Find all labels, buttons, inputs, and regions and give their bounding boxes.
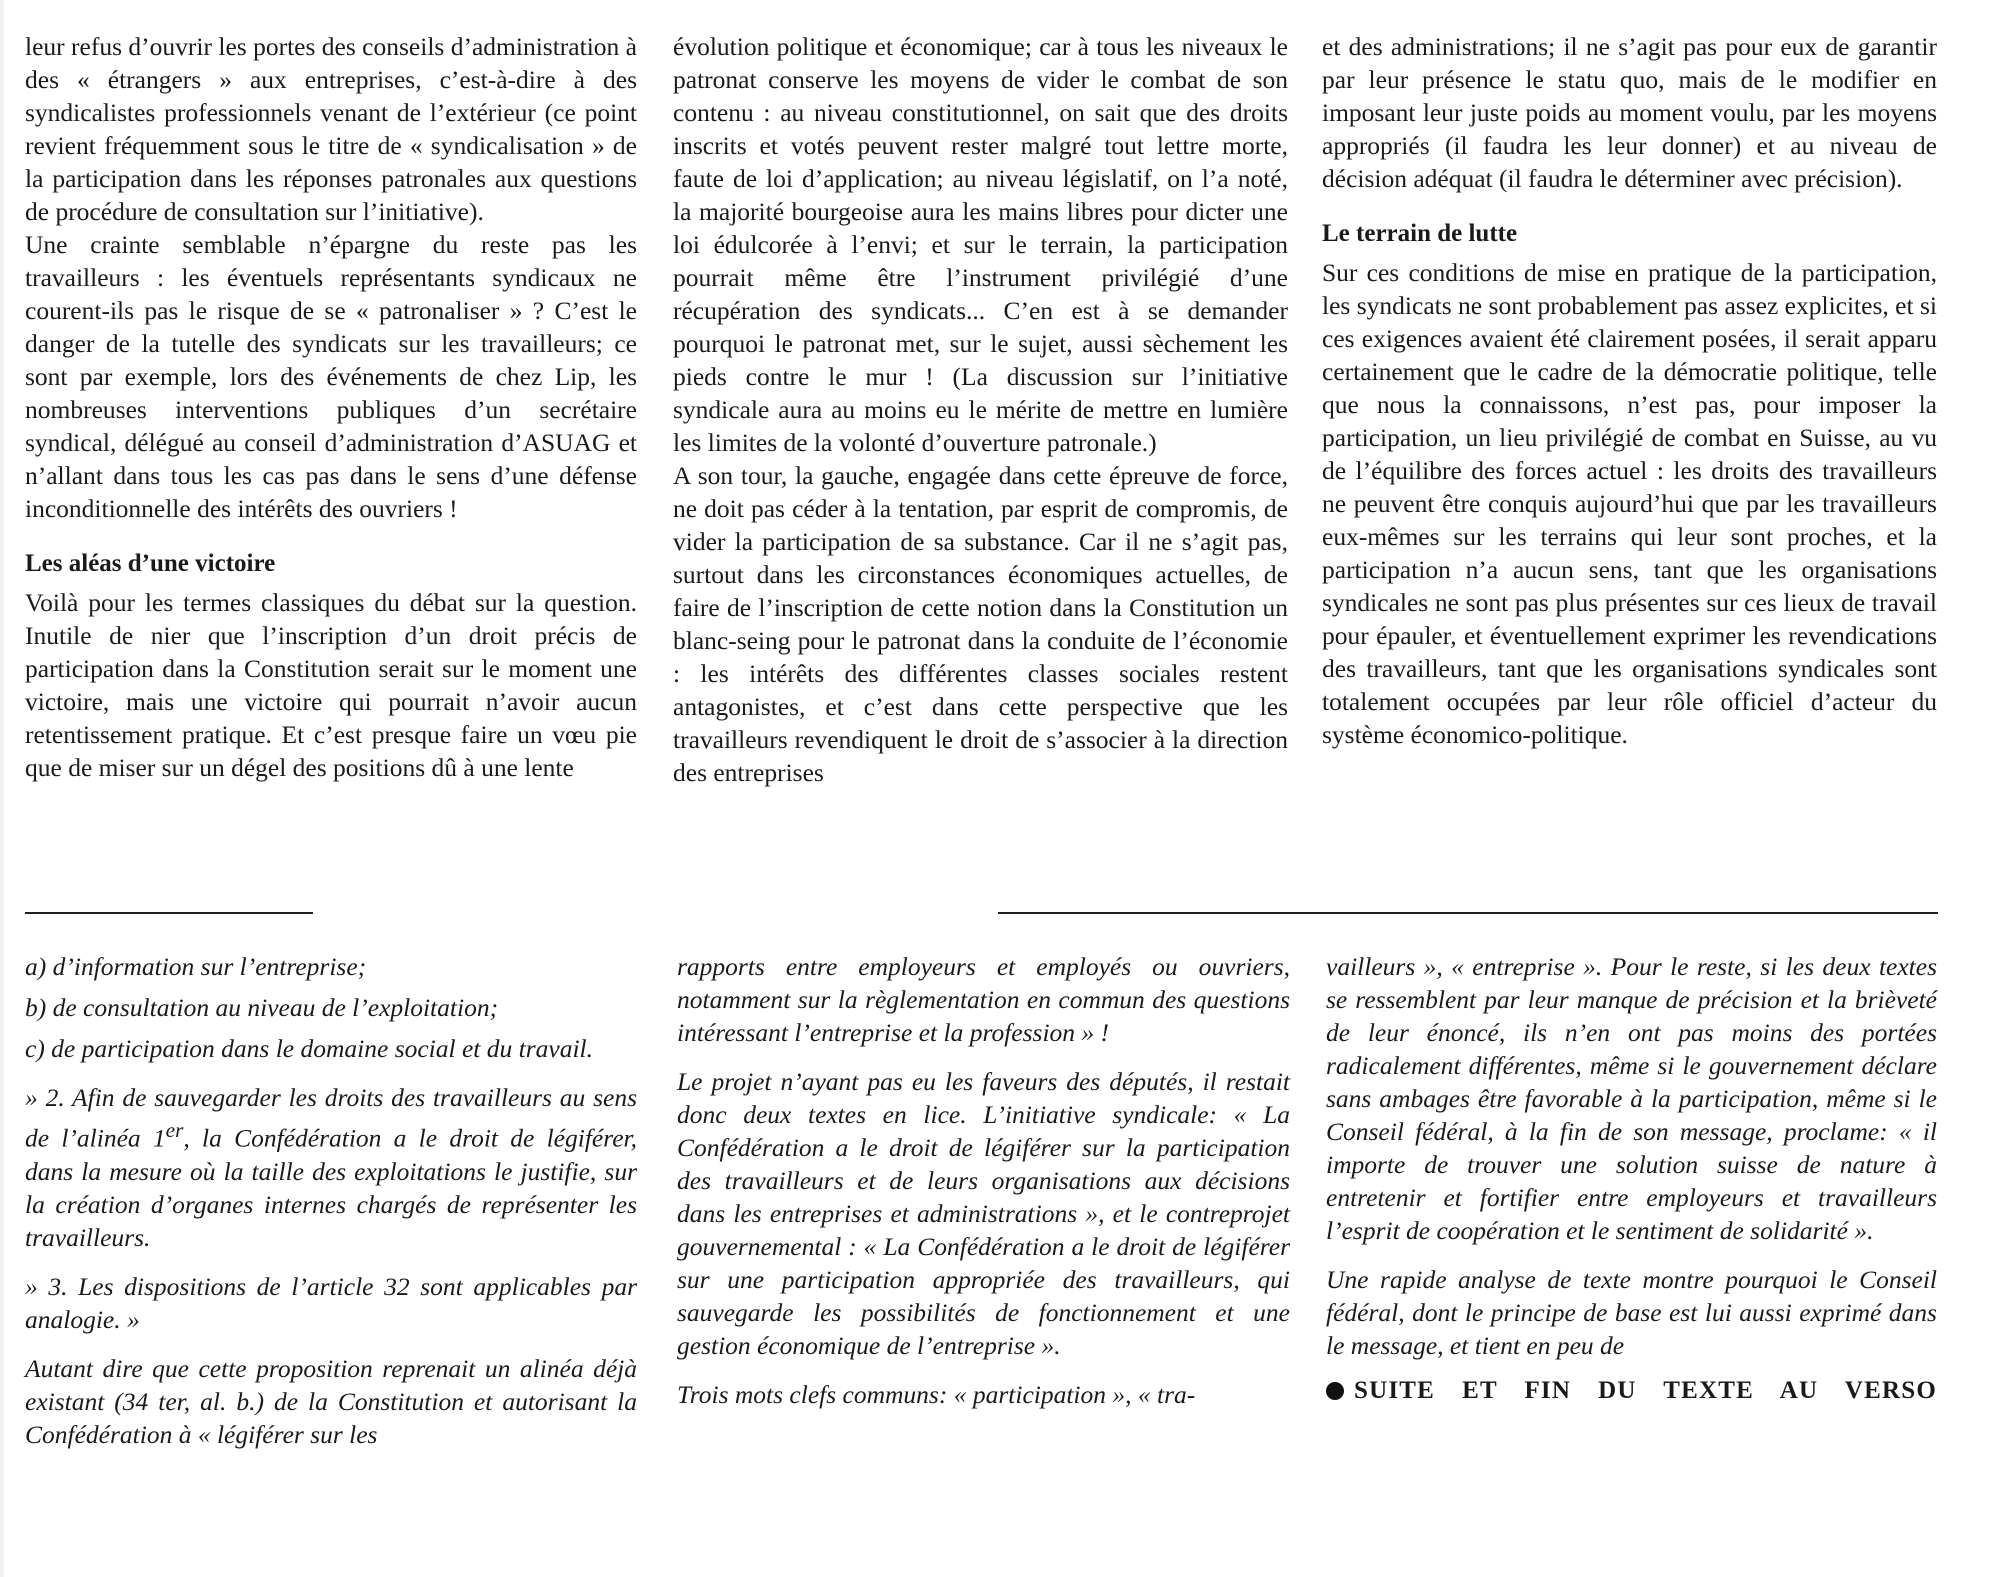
footnote-divider-left: [25, 912, 313, 914]
article-column-2: [673, 30, 1288, 789]
column-6-paragraph-1: vailleurs », « entreprise ». Pour le reste, si les deux textes se ressemblent par leur manque de précision et la brièveté de leur énoncé, ils n’en ont pas moins des portées radicalement différentes, même si le gouvernement déclare sans ambages être favorable à la participation, même si le Conseil fédéral, à la fin de son message, proclame: « il importe de trouver une solution suisse de nature à entretenir et fortifier entre employeurs et travailleurs l’esprit de coopération et le sentiment de solidarité ».: [1326, 952, 1937, 1245]
list-item-b: b) de consultation au niveau de l’exploitation;: [25, 993, 499, 1022]
bullet-icon: [1326, 1382, 1344, 1400]
column-3-paragraph-1: et des administrations; il ne s’agit pas pour eux de garantir par leur présence le statu quo, mais de le modifier en imposant leur juste poids au moment voulu, par les moyens appropriés (il faudra les leur donner) et au niveau de décision adéquat (il faudra le déterminer avec précision).: [1322, 32, 1937, 193]
boxed-text-column-2: [677, 950, 1290, 1411]
column-6-paragraph-2: Une rapide analyse de texte montre pourquoi le Conseil fédéral, dont le principe de base est lui aussi exprimé dans le message, et tient en peu de: [1326, 1265, 1937, 1360]
column-2-paragraph-2: A son tour, la gauche, engagée dans cette épreuve de force, ne doit pas céder à la tentation, par esprit de compromis, de vider la participation de sa substance. Car il ne s’agit pas, surtout dans les circonstances économiques actuelles, de faire de l’inscription de cette notion dans la Constitution un blanc-seing pour le patronat dans la conduite de l’économie : les intérêts des différentes classes sociales restent antagonistes, et c’est dans cette perspective que les travailleurs revendiquent le droit de s’associer à la direction des entreprises: [673, 461, 1288, 787]
boxed-text-column-3: [1326, 950, 1937, 1407]
article-paragraph-3: » 3. Les dispositions de l’article 32 sont applicables par analogie. »: [25, 1271, 637, 1334]
column-1-paragraph-1: leur refus d’ouvrir les portes des conseils d’administration à des « étrangers » aux entreprises, c’est-à-dire à des syndicalistes professionnels venant de l’extérieur (ce point revient fréquemment sous le titre de « syndicalisation » de la participation dans les réponses patronales aux questions de procédure de consultation sur l’initiative).: [25, 32, 637, 226]
column-5-paragraph-2: Le projet n’ayant pas eu les faveurs des députés, il restait donc deux textes en lice. L’initiative syndicale: « La Confédération a le droit de légiférer sur la participation des travailleurs et de leurs organisations aux décisions dans les entreprises et administrations », et le contreprojet gouvernemental : « La Confédération a le droit de légiférer sur une participation appropriée des travailleurs, qui sauvegarde les possibilités de fonctionnement et une gestion économique de l’entreprise ».: [677, 1067, 1290, 1360]
article-paragraph-2: [25, 1081, 637, 1254]
page-edge: [0, 0, 4, 1577]
column-4-paragraph-4: Autant dire que cette proposition reprenait un alinéa déjà existant (34 ter, al. b.) de la Constitution et autorisant la Confédération à « légiférer sur les: [25, 1353, 637, 1449]
article-paragraph-2-end: , la Confédération a le droit de légiférer, dans la mesure où la taille des exploitations le justifie, sur la création d’organes internes chargés de représenter les travailleurs.: [25, 1123, 637, 1252]
section-heading-victoire: Les aléas d’une victoire: [25, 550, 276, 577]
column-5-paragraph-3: Trois mots clefs communs: « participation », « tra-: [677, 1380, 1196, 1409]
column-3-paragraph-2: Sur ces conditions de mise en pratique de la participation, les syndicats ne sont probablement pas assez explicites, et si ces exigences avaient été clairement posées, il serait apparu certainement que le cadre de la démocratie politique, telle que nous la connaissons, n’est pas, pour imposer la participation, un lieu privilégié de combat en Suisse, au vu de l’équilibre des forces actuel : les droits des travailleurs ne peuvent être conquis aujourd’hui que par les travailleurs eux-mêmes sur les terrains qui leur sont proches, et la participation n’a aucun sens, tant que les organisations syndicales ne sont pas plus présentes sur ces lieux de travail pour épauler, et éventuellement exprimer les revendications des travailleurs, tant que les organisations syndicales sont totalement occupées par leur rôle officiel d’acteur du système économico-politique.: [1322, 258, 1937, 749]
column-2-paragraph-1: évolution politique et économique; car à tous les niveaux le patronat conserve les moyens de vider le combat de son contenu : au niveau constitutionnel, on sait que des droits inscrits et votés peuvent rester malgré tout lettre morte, faute de loi d’application; au niveau législatif, on l’a noté, la majorité bourgeoise aura les mains libres pour dicter une loi édulcorée à l’envi; et sur le terrain, la participation pourrait même être l’instrument privilégié d’une récupération des syndicats... C’en est à se demander pourquoi le patronat met, sur le sujet, aussi sèchement les pieds contre le mur ! (La discussion sur l’initiative syndicale aura au moins eu le mérite de mettre en lumière les limites de la volonté d’ouverture patronale.): [673, 32, 1288, 457]
ordinal-superscript: er: [165, 1118, 184, 1142]
continuation-notice: [1326, 1374, 1937, 1407]
list-item-c: c) de participation dans le domaine social et du travail.: [25, 1034, 593, 1063]
column-1-paragraph-3: Voilà pour les termes classiques du débat sur la question. Inutile de nier que l’inscription d’un droit précis de participation dans la Constitution serait sur le moment une victoire, mais une victoire qui pourrait n’avoir aucun retentissement pratique. Et c’est presque faire un vœu pie que de miser sur un dégel des positions dû à une lente: [25, 588, 637, 782]
article-column-1: [25, 30, 637, 784]
list-item-a: a) d’information sur l’entreprise;: [25, 952, 367, 981]
continuation-text: SUITE ET FIN DU TEXTE AU VERSO: [1354, 1377, 1937, 1404]
column-5-paragraph-1: rapports entre employeurs et employés ou ouvriers, notamment sur la règlementation en commun des questions intéressant l’entreprise et la profession » !: [677, 952, 1290, 1047]
boxed-text-column-1: [25, 950, 637, 1451]
footnote-divider-right: [998, 912, 1938, 914]
column-1-paragraph-2: Une crainte semblable n’épargne du reste pas les travailleurs : les éventuels représentants syndicaux ne courent-ils pas le risque de se « patronaliser » ? C’est le danger de la tutelle des syndicats sur les travailleurs; ce sont par exemple, lors des événements de chez Lip, les nombreuses interventions publiques d’un secrétaire syndical, délégué au conseil d’administration d’ASUAG et n’allant dans tous les cas pas dans le sens d’une défense inconditionnelle des intérêts des ouvriers !: [25, 230, 637, 523]
article-paragraph-2-start: » 2. Afin de sauvegarder les droits des travailleurs au sens de l’alinéa 1: [25, 1083, 637, 1153]
article-column-3: [1322, 30, 1937, 751]
section-heading-terrain: Le terrain de lutte: [1322, 220, 1518, 247]
